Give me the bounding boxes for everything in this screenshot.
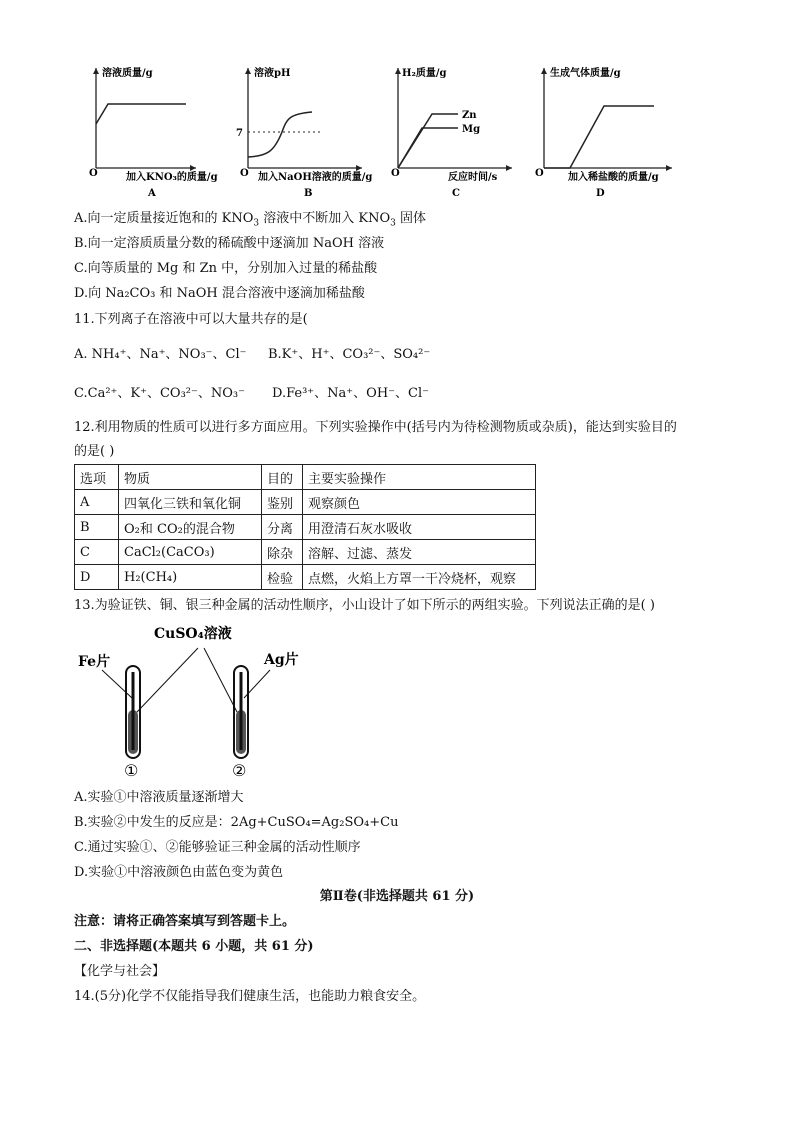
q10-option-a-tail: 溶液中不断加入 KNO — [259, 211, 391, 226]
q10-option-a-sub: 3 — [253, 218, 260, 229]
table-cell: 鉴别 — [262, 490, 303, 515]
graph-c — [388, 62, 518, 202]
table-header: 主要实验操作 — [303, 465, 536, 490]
q12-stem-1: 12.利用物质的性质可以进行多方面应用。下列实验操作中(括号内为待检测物质或杂质)，能达到实验目的 — [74, 420, 677, 435]
graph-c-xlabel: 反应时间/s — [448, 172, 498, 183]
table-cell: CaCl₂(CaCO₃) — [119, 540, 262, 565]
graph-d-letter: D — [596, 188, 605, 199]
q10-option-a-sub2: 3 — [390, 218, 396, 229]
q13-option-d: D.实验①中溶液颜色由蓝色变为黄色 — [74, 865, 284, 880]
graph-c-ylabel: H₂质量/g — [402, 68, 447, 79]
table-cell: O₂和 CO₂的混合物 — [119, 515, 262, 540]
graph-d-ylabel: 生成气体质量/g — [550, 68, 621, 79]
topic-heading: 【化学与社会】 — [74, 964, 166, 979]
left-metal-label: Fe片 — [78, 654, 111, 670]
table-header: 选项 — [75, 465, 119, 490]
q10-option-a — [74, 210, 426, 233]
table-header: 目的 — [262, 465, 303, 490]
q13-stem: 13.为验证铁、铜、银三种金属的活动性顺序，小山设计了如下所示的两组实验。下列说法正确的是( ) — [74, 598, 655, 613]
table-cell: 除杂 — [262, 540, 303, 565]
q13-option-b: B.实验②中发生的反应是：2Ag+CuSO₄=Ag₂SO₄+Cu — [74, 815, 399, 830]
solution-label: CuSO₄溶液 — [154, 626, 232, 642]
tube-2-label: ② — [232, 761, 247, 780]
graph-d-xlabel: 加入稀盐酸的质量/g — [568, 172, 659, 183]
graph-a-xlabel: 加入KNO₃的质量/g — [126, 172, 218, 183]
q10-option-a-text: A.向一定质量接近饱和的 KNO — [74, 211, 254, 226]
part-two-title: 第Ⅱ卷(非选择题共 61 分) — [319, 889, 475, 904]
table-cell: H₂(CH₄) — [119, 565, 262, 590]
q11-stem: 11.下列离子在溶液中可以大量共存的是( — [74, 312, 308, 327]
q13-option-c: C.通过实验①、②能够验证三种金属的活动性顺序 — [74, 840, 361, 855]
q13-option-a: A.实验①中溶液质量逐渐增大 — [74, 790, 244, 805]
graph-b-origin: O — [240, 168, 249, 179]
q10-option-a-end: 固体 — [395, 211, 427, 226]
graph-a-origin: O — [89, 168, 98, 179]
q12-table — [74, 464, 536, 590]
q11-option-b: B.K⁺、H⁺、CO₃²⁻、SO₄²⁻ — [268, 347, 431, 362]
graph-b-letter: B — [304, 188, 313, 199]
table-cell: 溶解、过滤、蒸发 — [303, 540, 536, 565]
table-header: 物质 — [119, 465, 262, 490]
table-cell: 分离 — [262, 515, 303, 540]
table-cell: 点燃，火焰上方罩一干冷烧杯，观察 — [303, 565, 536, 590]
experiment-diagram — [74, 620, 314, 780]
graph-d-origin: O — [535, 168, 544, 179]
graph-b — [232, 62, 382, 202]
table-cell: 用澄清石灰水吸收 — [303, 515, 536, 540]
graph-a-letter: A — [148, 188, 156, 199]
table-row — [75, 540, 536, 565]
q11-option-a: A. NH₄⁺、Na⁺、NO₃⁻、Cl⁻ — [74, 347, 247, 362]
table-row — [75, 490, 536, 515]
graph-c-series-mg: Mg — [462, 124, 481, 135]
graph-b-mark: 7 — [236, 128, 243, 139]
table-cell: C — [75, 540, 119, 565]
graph-c-letter: C — [452, 188, 460, 199]
q10-option-c: C.向等质量的 Mg 和 Zn 中，分别加入过量的稀盐酸 — [74, 261, 378, 276]
q12-stem-2: 的是( ) — [74, 444, 115, 459]
graph-a-ylabel: 溶液质量/g — [102, 68, 153, 79]
graph-a — [86, 62, 218, 202]
table-row — [75, 515, 536, 540]
part-two-note: 注意：请将正确答案填写到答题卡上。 — [74, 914, 296, 929]
table-row — [75, 565, 536, 590]
table-cell: D — [75, 565, 119, 590]
graph-d — [532, 62, 682, 202]
graph-c-origin: O — [391, 168, 400, 179]
table-cell: 检验 — [262, 565, 303, 590]
q10-option-d: D.向 Na₂CO₃ 和 NaOH 混合溶液中逐滴加稀盐酸 — [74, 286, 365, 301]
tube-1-label: ① — [124, 761, 139, 780]
q10-option-b: B.向一定溶质质量分数的稀硫酸中逐滴加 NaOH 溶液 — [74, 236, 385, 251]
graph-b-xlabel: 加入NaOH溶液的质量/g — [258, 172, 373, 183]
graph-b-ylabel: 溶液pH — [254, 68, 291, 79]
graph-c-series-zn: Zn — [462, 110, 477, 121]
table-header-row — [75, 465, 536, 490]
table-cell: B — [75, 515, 119, 540]
q14-stem: 14.(5分)化学不仅能指导我们健康生活，也能助力粮食安全。 — [74, 989, 426, 1004]
q11-option-c: C.Ca²⁺、K⁺、CO₃²⁻、NO₃⁻ — [74, 386, 245, 401]
q11-option-d: D.Fe³⁺、Na⁺、OH⁻、Cl⁻ — [272, 386, 429, 401]
right-metal-label: Ag片 — [264, 652, 299, 668]
table-cell: 四氧化三铁和氧化铜 — [119, 490, 262, 515]
table-cell: 观察颜色 — [303, 490, 536, 515]
section-heading: 二、非选择题(本题共 6 小题，共 61 分) — [74, 939, 314, 954]
table-cell: A — [75, 490, 119, 515]
